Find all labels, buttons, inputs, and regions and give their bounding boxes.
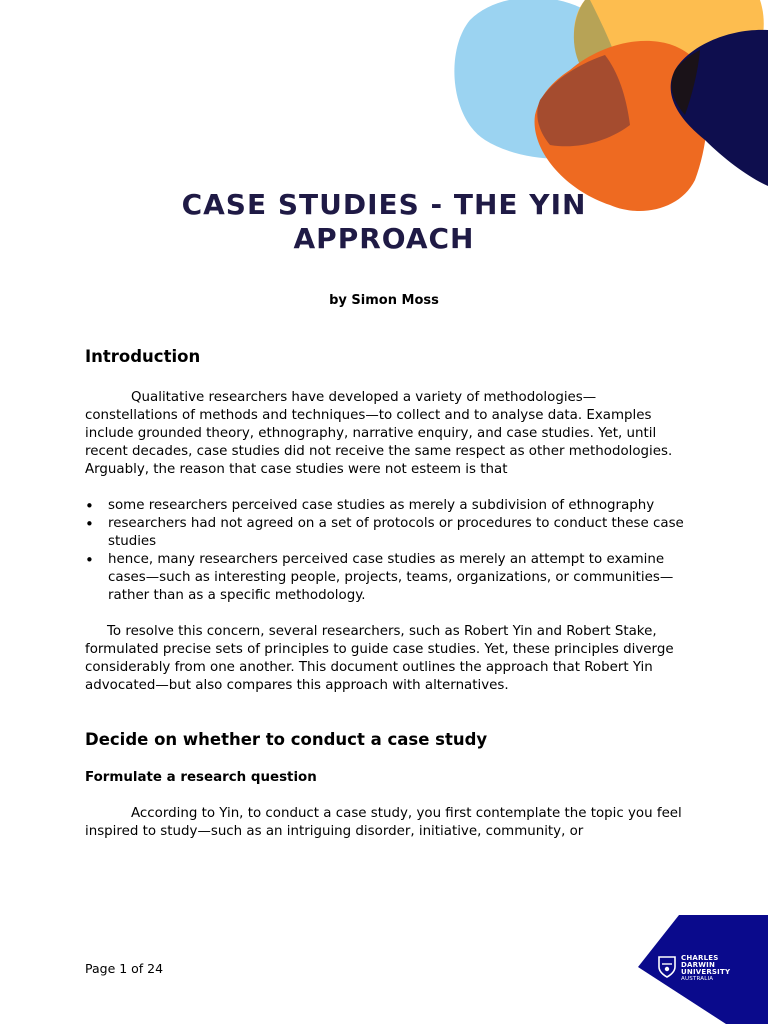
author-byline: by Simon Moss	[329, 293, 439, 308]
section-heading: Decide on whether to conduct a case study	[85, 730, 488, 749]
logo-line: DARWIN	[681, 961, 716, 969]
shield-icon	[657, 955, 677, 979]
list-item: • some researchers perceived case studies as merely a subdivision of ethnography	[85, 497, 685, 515]
university-logo-text	[681, 955, 730, 983]
intro-paragraph-2: To resolve this concern, several researchers, such as Robert Yin and Robert Stake, formulated precise sets of principles to guide case studies. Yet, these principles diverge considerably from one another. This document outlines the approach that Robert Yin advocated—but also compares this approach with alternatives.	[85, 624, 674, 693]
document-title: CASE STUDIES - THE YIN APPROACH	[181, 188, 587, 255]
logo-line: CHARLES	[681, 954, 719, 962]
list-item: • researchers had not agreed on a set of protocols or procedures to conduct these case studies	[85, 515, 685, 551]
subsection-heading: Formulate a research question	[85, 770, 317, 785]
logo-line: UNIVERSITY	[681, 968, 731, 976]
section-paragraph: According to Yin, to conduct a case study, you first contemplate the topic you feel inspired to study—such as an intriguing disorder, initiative, community, or	[85, 806, 682, 839]
page-number: Page 1 of 24	[85, 961, 164, 976]
introduction-heading: Introduction	[85, 347, 201, 366]
main-content	[85, 346, 685, 841]
reasons-bullet-list	[85, 497, 685, 605]
intro-paragraph-1: Qualitative researchers have developed a variety of methodologies—constellations of methods and techniques—to collect and to analyse data. Examples include grounded theory, ethnography, narrative enquiry, and case studies. Yet, until recent decades, case studies did not receive the same respect as other methodologies. Arguably, the reason that case studies were not esteem is that	[85, 390, 673, 477]
logo-line: AUSTRALIA	[681, 976, 714, 982]
list-item: • hence, many researchers perceived case studies as merely an attempt to examine cases—such as interesting people, projects, teams, organizations, or communities—rather than as a specific methodology.	[85, 551, 685, 605]
